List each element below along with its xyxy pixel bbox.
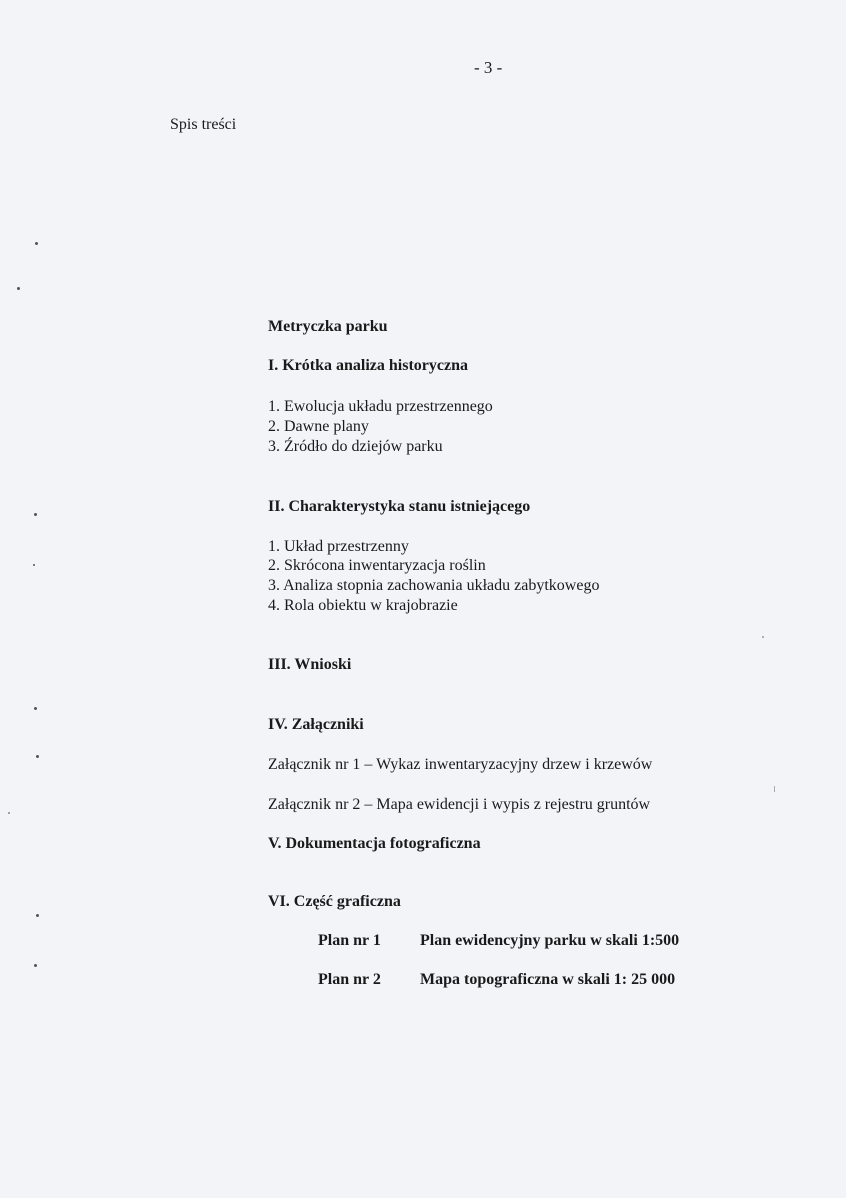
- toc-title: Spis treści: [170, 116, 237, 133]
- section-heading-2: II. Charakterystyka stanu istniejącego: [268, 498, 531, 515]
- toc-item: 3. Źródło do dziejów parku: [268, 438, 443, 455]
- scan-speck: [36, 755, 39, 758]
- toc-item: 4. Rola obiektu w krajobrazie: [268, 597, 458, 614]
- plan-title: Plan ewidencyjny parku w skali 1:500: [420, 932, 680, 949]
- section-heading-1: I. Krótka analiza historyczna: [268, 357, 468, 374]
- section-heading-4: IV. Załączniki: [268, 716, 364, 733]
- toc-item: 2. Dawne plany: [268, 418, 369, 435]
- toc-item: 3. Analiza stopnia zachowania układu zabytkowego: [268, 577, 600, 594]
- toc-item: 1. Układ przestrzenny: [268, 538, 409, 555]
- scan-speck: [17, 287, 20, 290]
- plan-label: Plan nr 1: [318, 932, 381, 949]
- toc-item: 2. Skrócona inwentaryzacja roślin: [268, 557, 486, 574]
- scan-speck: [34, 964, 37, 967]
- scan-speck: [36, 914, 39, 917]
- toc-item: 1. Ewolucja układu przestrzennego: [268, 398, 493, 415]
- scan-speck: [8, 812, 10, 814]
- scan-speck: [34, 707, 37, 710]
- section-heading-5: V. Dokumentacja fotograficzna: [268, 835, 481, 852]
- scan-speck: [34, 513, 37, 516]
- page-number: - 3 -: [474, 58, 503, 77]
- scan-speck: [762, 636, 764, 638]
- scan-speck: [33, 564, 35, 566]
- attachment-item: Załącznik nr 2 – Mapa ewidencji i wypis z rejestru gruntów: [268, 796, 651, 813]
- section-heading-6: VI. Część graficzna: [268, 893, 401, 910]
- scan-speck: [774, 786, 775, 792]
- scan-speck: [35, 242, 38, 245]
- section-heading-3: III. Wnioski: [268, 656, 352, 673]
- plan-title: Mapa topograficzna w skali 1: 25 000: [420, 971, 676, 988]
- attachment-item: Załącznik nr 1 – Wykaz inwentaryzacyjny drzew i krzewów: [268, 756, 653, 773]
- plan-label: Plan nr 2: [318, 971, 381, 988]
- toc-entry-metryczka: Metryczka parku: [268, 318, 388, 335]
